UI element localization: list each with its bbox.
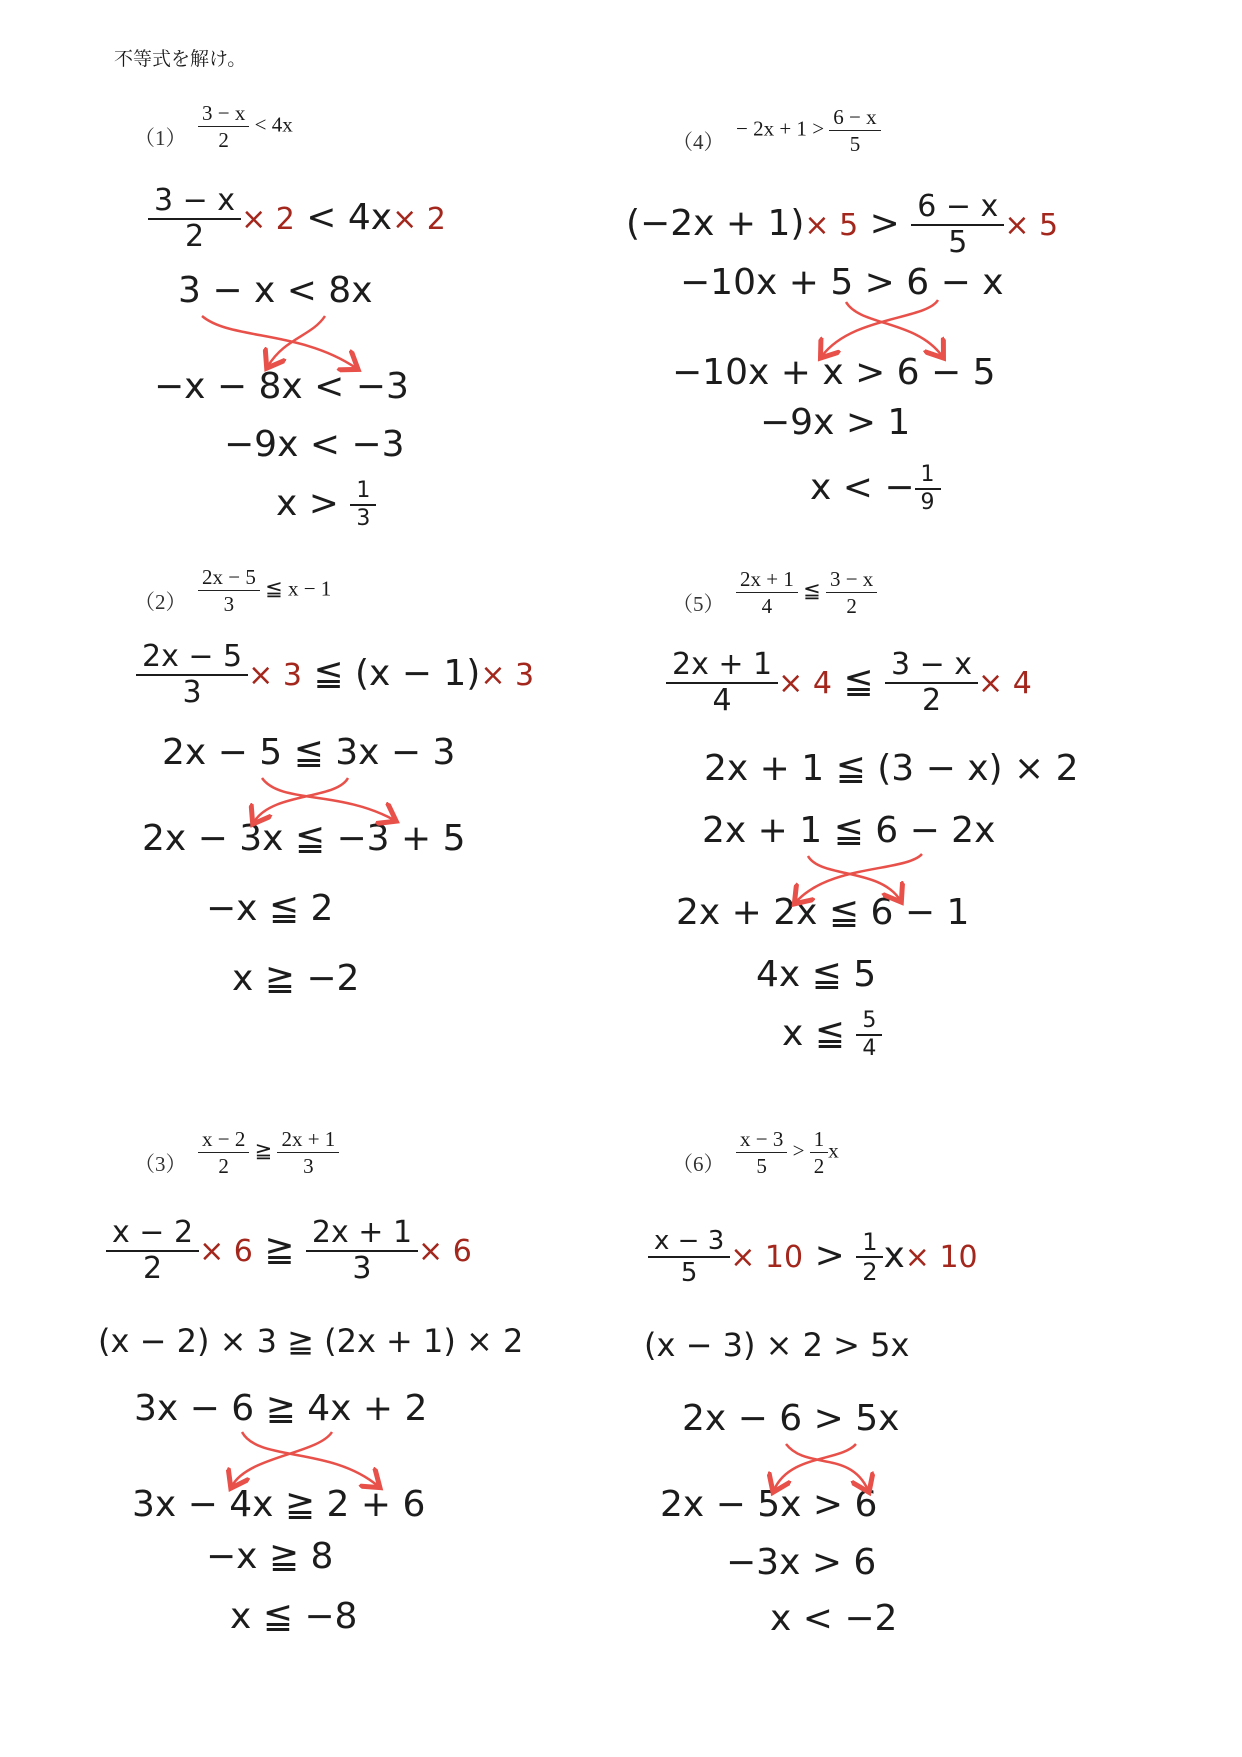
p2-step-2: 2x − 5 ≦ 3x − 3 bbox=[162, 732, 456, 773]
p4-arrow-left bbox=[822, 300, 938, 356]
question-fraction: $\frac{2x - 5}{3}$ bbox=[198, 564, 260, 617]
p3-arrow-right bbox=[242, 1432, 378, 1486]
problem-number: （3） bbox=[134, 1152, 187, 1176]
question-operator: ≧ bbox=[254, 1138, 273, 1163]
problem-number: （4） bbox=[672, 130, 725, 154]
p5-step-6: x ≦ $\frac{5}{4}$ bbox=[782, 1010, 882, 1060]
question-fraction: $\frac{x - 3}{5}$ bbox=[736, 1126, 787, 1179]
p1-step-3: −x − 8x < −3 bbox=[154, 366, 409, 407]
p4-step-5: x < − $\frac{1}{9}$ bbox=[810, 464, 941, 514]
p4-step-1: (−2x + 1)× 5 > $\frac{6 - x}{5}$ × 5 bbox=[626, 189, 1059, 260]
question-lhs: − 2x + 1 bbox=[736, 116, 807, 141]
p2-step-1: $\frac{2x - 5}{3}$ × 3 ≦ (x − 1)× 3 bbox=[136, 642, 534, 708]
question-operator: > bbox=[792, 1138, 805, 1163]
p6-step-6: x < −2 bbox=[770, 1598, 898, 1639]
p4-step-3: −10x + x > 6 − 5 bbox=[672, 352, 996, 393]
p6-step-4: 2x − 5x > 6 bbox=[660, 1484, 878, 1525]
p5-step-5: 4x ≦ 5 bbox=[756, 954, 877, 995]
p2-step-3: 2x − 3x ≦ −3 + 5 bbox=[142, 818, 466, 859]
question-rhs-fraction: $\frac{6 - x}{5}$ bbox=[829, 104, 880, 157]
question-rhs: 4x bbox=[271, 112, 293, 137]
p6-step-2: (x − 3) × 2 > 5x bbox=[644, 1326, 910, 1364]
p5-step-3: 2x + 1 ≦ 6 − 2x bbox=[702, 810, 996, 851]
p3-arrow-left bbox=[232, 1432, 332, 1486]
question-rhs-tail: x bbox=[828, 1138, 839, 1163]
p3-step-6: x ≦ −8 bbox=[230, 1596, 358, 1637]
problem-number: （6） bbox=[672, 1152, 725, 1176]
instruction: 不等式を解け。 bbox=[114, 48, 247, 70]
p3-step-5: −x ≧ 8 bbox=[206, 1536, 334, 1577]
p1-step-1: $\frac{3 - x}{2}$ × 2 < 4x× 2 bbox=[148, 186, 446, 252]
p3-step-4: 3x − 4x ≧ 2 + 6 bbox=[132, 1484, 426, 1525]
question-fraction: $\frac{2x + 1}{4}$ bbox=[736, 566, 798, 619]
question-rhs-fraction: $\frac{3 - x}{2}$ bbox=[826, 566, 877, 619]
problem-number: （1） bbox=[134, 126, 187, 150]
p3-step-3: 3x − 6 ≧ 4x + 2 bbox=[134, 1388, 428, 1429]
p5-step-1: $\frac{2x + 1}{4}$ × 4 ≦ $\frac{3 - x}{2}$ × 4 bbox=[666, 650, 1032, 716]
p2-step-5: x ≧ −2 bbox=[232, 958, 360, 999]
p1-step-2: 3 − x < 8x bbox=[178, 270, 373, 311]
p2-step-4: −x ≦ 2 bbox=[206, 888, 334, 929]
p6-step-1: $\frac{x - 3}{5}$ × 10 > $\frac{1}{2}$ x× 10 bbox=[648, 1228, 978, 1286]
question-operator: > bbox=[812, 116, 825, 141]
question-fraction: $\frac{3 - x}{2}$ bbox=[198, 100, 249, 153]
question-operator: ≦ bbox=[265, 576, 283, 601]
p4-step-4: −9x > 1 bbox=[760, 402, 911, 443]
p5-step-2: 2x + 1 ≦ (3 − x) × 2 bbox=[704, 748, 1079, 789]
p4-arrow-right bbox=[846, 302, 942, 356]
question-rhs: x − 1 bbox=[287, 576, 332, 601]
p3-step-1: $\frac{x - 2}{2}$ × 6 ≧ $\frac{2x + 1}{3}$ × 6 bbox=[106, 1218, 472, 1284]
p6-step-3: 2x − 6 > 5x bbox=[682, 1398, 900, 1439]
p4-step-2: −10x + 5 > 6 − x bbox=[680, 262, 1004, 303]
question-rhs-fraction: $\frac{1}{2}$ bbox=[810, 1126, 829, 1179]
p3-step-2: (x − 2) × 3 ≧ (2x + 1) × 2 bbox=[98, 1322, 524, 1360]
p1-step-5: x > $\frac{1}{3}$ bbox=[276, 480, 376, 530]
p2-arrow-left bbox=[254, 778, 348, 822]
p5-step-4: 2x + 2x ≦ 6 − 1 bbox=[676, 892, 970, 933]
question-rhs-fraction: $\frac{2x + 1}{3}$ bbox=[277, 1126, 339, 1179]
p1-arrow-right bbox=[202, 316, 356, 368]
problem-number: （2） bbox=[134, 590, 187, 614]
question-operator: ≦ bbox=[803, 578, 821, 603]
p1-arrow-left bbox=[268, 316, 325, 366]
problem-number: （5） bbox=[672, 592, 725, 616]
question-fraction: $\frac{x - 2}{2}$ bbox=[198, 1126, 249, 1179]
p1-step-4: −9x < −3 bbox=[224, 424, 405, 465]
p2-arrow-right bbox=[262, 778, 394, 820]
p6-step-5: −3x > 6 bbox=[726, 1542, 877, 1583]
question-operator: < bbox=[254, 112, 267, 137]
